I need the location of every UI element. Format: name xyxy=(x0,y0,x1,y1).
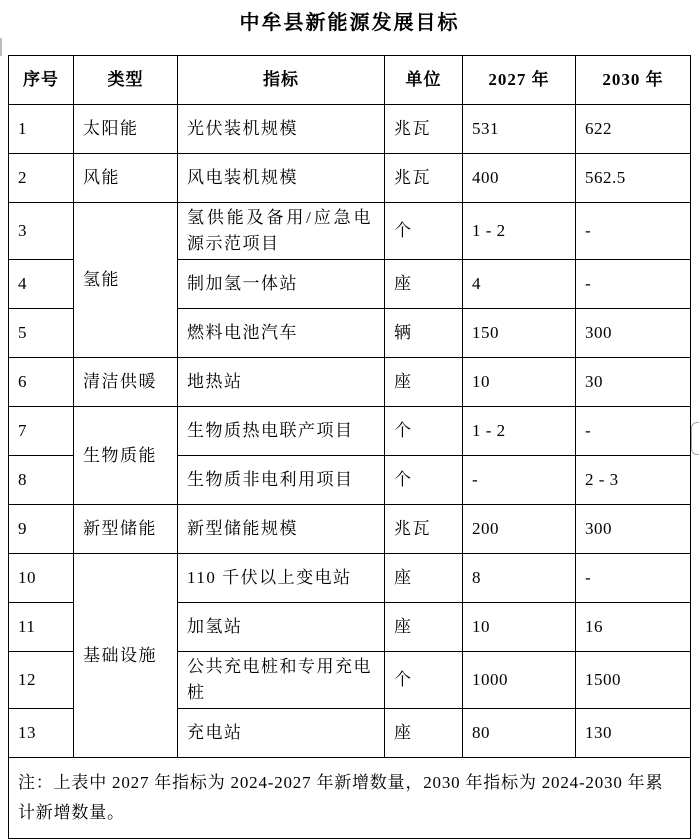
cell-2027: 200 xyxy=(463,505,576,554)
cell-unit: 个 xyxy=(385,203,463,260)
cell-2030: - xyxy=(576,407,691,456)
cell-unit: 座 xyxy=(385,260,463,309)
header-2027: 2027 年 xyxy=(463,56,576,105)
cell-unit: 个 xyxy=(385,407,463,456)
cell-no: 6 xyxy=(9,358,74,407)
cell-2030: 622 xyxy=(576,105,691,154)
header-unit: 单位 xyxy=(385,56,463,105)
table-note: 注：上表中 2027 年指标为 2024-2027 年新增数量，2030 年指标为 2024-2030 年累计新增数量。 xyxy=(9,758,691,839)
cell-type: 基础设施 xyxy=(74,554,178,758)
cell-2030: 1500 xyxy=(576,652,691,709)
cell-no: 11 xyxy=(9,603,74,652)
cell-2027: 400 xyxy=(463,154,576,203)
cell-2027: 1 - 2 xyxy=(463,407,576,456)
cell-2030: 300 xyxy=(576,505,691,554)
cell-indicator: 生物质非电利用项目 xyxy=(178,456,385,505)
table-row xyxy=(9,505,691,554)
cell-2027: 1000 xyxy=(463,652,576,709)
cell-no: 5 xyxy=(9,309,74,358)
cell-indicator: 光伏装机规模 xyxy=(178,105,385,154)
cell-indicator: 地热站 xyxy=(178,358,385,407)
cell-2027: 1 - 2 xyxy=(463,203,576,260)
cell-type: 风能 xyxy=(74,154,178,203)
cell-unit: 座 xyxy=(385,709,463,758)
cell-2027: - xyxy=(463,456,576,505)
header-2030: 2030 年 xyxy=(576,56,691,105)
table-row xyxy=(9,105,691,154)
cell-2030: 130 xyxy=(576,709,691,758)
cell-unit: 座 xyxy=(385,603,463,652)
cell-unit: 座 xyxy=(385,358,463,407)
cell-type: 新型储能 xyxy=(74,505,178,554)
cell-2027: 531 xyxy=(463,105,576,154)
cell-2030: - xyxy=(576,554,691,603)
cell-indicator: 燃料电池汽车 xyxy=(178,309,385,358)
cell-unit: 座 xyxy=(385,554,463,603)
table-row xyxy=(9,407,691,456)
cell-unit: 辆 xyxy=(385,309,463,358)
cell-unit: 兆瓦 xyxy=(385,154,463,203)
cell-2027: 10 xyxy=(463,603,576,652)
cell-unit: 个 xyxy=(385,456,463,505)
cell-no: 10 xyxy=(9,554,74,603)
table-row xyxy=(9,358,691,407)
cell-indicator: 生物质热电联产项目 xyxy=(178,407,385,456)
cell-type: 生物质能 xyxy=(74,407,178,505)
table-row xyxy=(9,203,691,260)
cell-2030: 300 xyxy=(576,309,691,358)
table-body xyxy=(9,105,691,758)
cell-indicator: 制加氢一体站 xyxy=(178,260,385,309)
header-no: 序号 xyxy=(9,56,74,105)
left-edge-ui-fragment xyxy=(0,38,2,56)
cell-indicator: 公共充电桩和专用充电桩 xyxy=(178,652,385,709)
note-row xyxy=(9,758,691,839)
cell-indicator: 新型储能规模 xyxy=(178,505,385,554)
cell-no: 4 xyxy=(9,260,74,309)
cell-type: 太阳能 xyxy=(74,105,178,154)
cell-type: 清洁供暖 xyxy=(74,358,178,407)
cell-2027: 150 xyxy=(463,309,576,358)
cell-no: 3 xyxy=(9,203,74,260)
cell-no: 7 xyxy=(9,407,74,456)
cell-indicator: 充电站 xyxy=(178,709,385,758)
cell-no: 13 xyxy=(9,709,74,758)
cell-unit: 兆瓦 xyxy=(385,105,463,154)
scrollbar-thumb[interactable] xyxy=(691,422,699,455)
cell-2030: - xyxy=(576,260,691,309)
cell-indicator: 氢供能及备用/应急电源示范项目 xyxy=(178,203,385,260)
cell-no: 9 xyxy=(9,505,74,554)
cell-2030: - xyxy=(576,203,691,260)
cell-2027: 10 xyxy=(463,358,576,407)
cell-2030: 16 xyxy=(576,603,691,652)
table-header-row xyxy=(9,56,691,105)
cell-2030: 30 xyxy=(576,358,691,407)
cell-2027: 8 xyxy=(463,554,576,603)
cell-unit: 个 xyxy=(385,652,463,709)
cell-no: 2 xyxy=(9,154,74,203)
cell-indicator: 加氢站 xyxy=(178,603,385,652)
cell-indicator: 110 千伏以上变电站 xyxy=(178,554,385,603)
cell-2030: 2 - 3 xyxy=(576,456,691,505)
header-type: 类型 xyxy=(74,56,178,105)
cell-type: 氢能 xyxy=(74,203,178,358)
energy-goals-table xyxy=(8,55,691,839)
cell-no: 8 xyxy=(9,456,74,505)
cell-2027: 80 xyxy=(463,709,576,758)
header-indicator: 指标 xyxy=(178,56,385,105)
cell-no: 12 xyxy=(9,652,74,709)
cell-2027: 4 xyxy=(463,260,576,309)
page-title: 中牟县新能源发展目标 xyxy=(239,12,460,34)
cell-2030: 562.5 xyxy=(576,154,691,203)
table-row xyxy=(9,554,691,603)
cell-no: 1 xyxy=(9,105,74,154)
table-row xyxy=(9,154,691,203)
cell-indicator: 风电装机规模 xyxy=(178,154,385,203)
cell-unit: 兆瓦 xyxy=(385,505,463,554)
